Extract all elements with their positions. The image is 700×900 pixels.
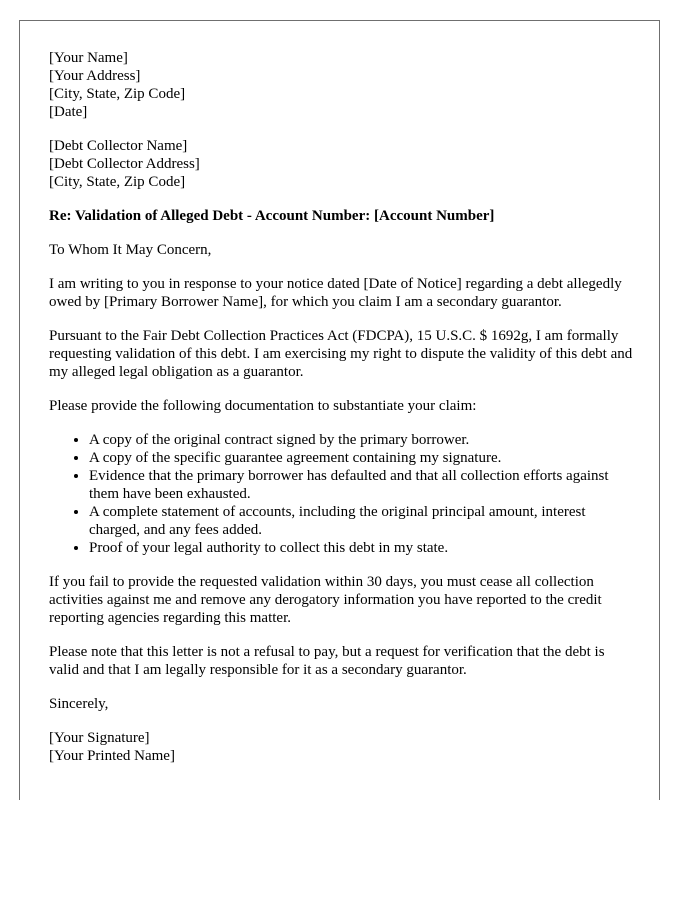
- spacer: [49, 679, 637, 695]
- recipient-name: [Debt Collector Name]: [49, 138, 188, 154]
- spacer: [49, 225, 637, 241]
- paragraph-notice: I am writing to you in response to your notice dated [Date of Notice] regarding a debt allegedly owed by [Primary Borrower Name], for which you claim I am a secondary guarantor.: [49, 276, 622, 310]
- spacer: [49, 259, 637, 275]
- paragraph-not-refusal: Please note that this letter is not a refusal to pay, but a request for verification that the debt is valid and that I am legally responsible for it as a secondary guarantor.: [49, 644, 605, 678]
- spacer: [49, 627, 637, 643]
- recipient-address: [Debt Collector Address]: [49, 156, 200, 172]
- spacer: [49, 381, 637, 397]
- recipient-block: [49, 137, 637, 191]
- sender-city-state-zip: [City, State, Zip Code]: [49, 86, 186, 102]
- spacer: [49, 713, 637, 729]
- closing: Sincerely,: [49, 696, 109, 712]
- sender-block: [49, 49, 637, 121]
- list-item: • A copy of the original contract signed by the primary borrower.: [89, 431, 637, 449]
- spacer: [49, 557, 637, 573]
- list-item: • Proof of your legal authority to collect this debt in my state.: [89, 539, 637, 557]
- paragraph-fdcpa: Pursuant to the Fair Debt Collection Practices Act (FDCPA), 15 U.S.C. $ 1692g, I am formally requesting validation of this debt. I am exercising my right to dispute the validity of this debt and my alleged legal obligation as a guarantor.: [49, 328, 633, 380]
- letter-date: [Date]: [49, 104, 88, 120]
- signature-line: [Your Signature]: [49, 730, 150, 746]
- requested-documents-list: [49, 431, 637, 557]
- spacer: [49, 121, 637, 137]
- spacer: [49, 191, 637, 207]
- paragraph-thirty-days: If you fail to provide the requested validation within 30 days, you must cease all collection activities against me and remove any derogatory information you have reported to the credit reporting agencies regarding this matter.: [49, 574, 602, 626]
- paragraph-documentation-intro: Please provide the following documentation to substantiate your claim:: [49, 398, 477, 414]
- list-item: • A copy of the specific guarantee agreement containing my signature.: [89, 449, 637, 467]
- list-item: • A complete statement of accounts, including the original principal amount, interest charged, and any fees added.: [89, 503, 637, 539]
- list-item: • Evidence that the primary borrower has defaulted and that all collection efforts against them have been exhausted.: [89, 467, 637, 503]
- sender-address: [Your Address]: [49, 68, 141, 84]
- signature-block: [49, 729, 637, 765]
- recipient-city-state-zip: [City, State, Zip Code]: [49, 174, 186, 190]
- spacer: [49, 311, 637, 327]
- spacer: [49, 415, 637, 431]
- sender-name: [Your Name]: [49, 50, 128, 66]
- letter-content: [49, 49, 637, 765]
- salutation: To Whom It May Concern,: [49, 242, 212, 258]
- letter-page: [19, 20, 660, 800]
- subject-line: Re: Validation of Alleged Debt - Account Number: [Account Number]: [49, 208, 495, 224]
- printed-name-line: [Your Printed Name]: [49, 748, 175, 764]
